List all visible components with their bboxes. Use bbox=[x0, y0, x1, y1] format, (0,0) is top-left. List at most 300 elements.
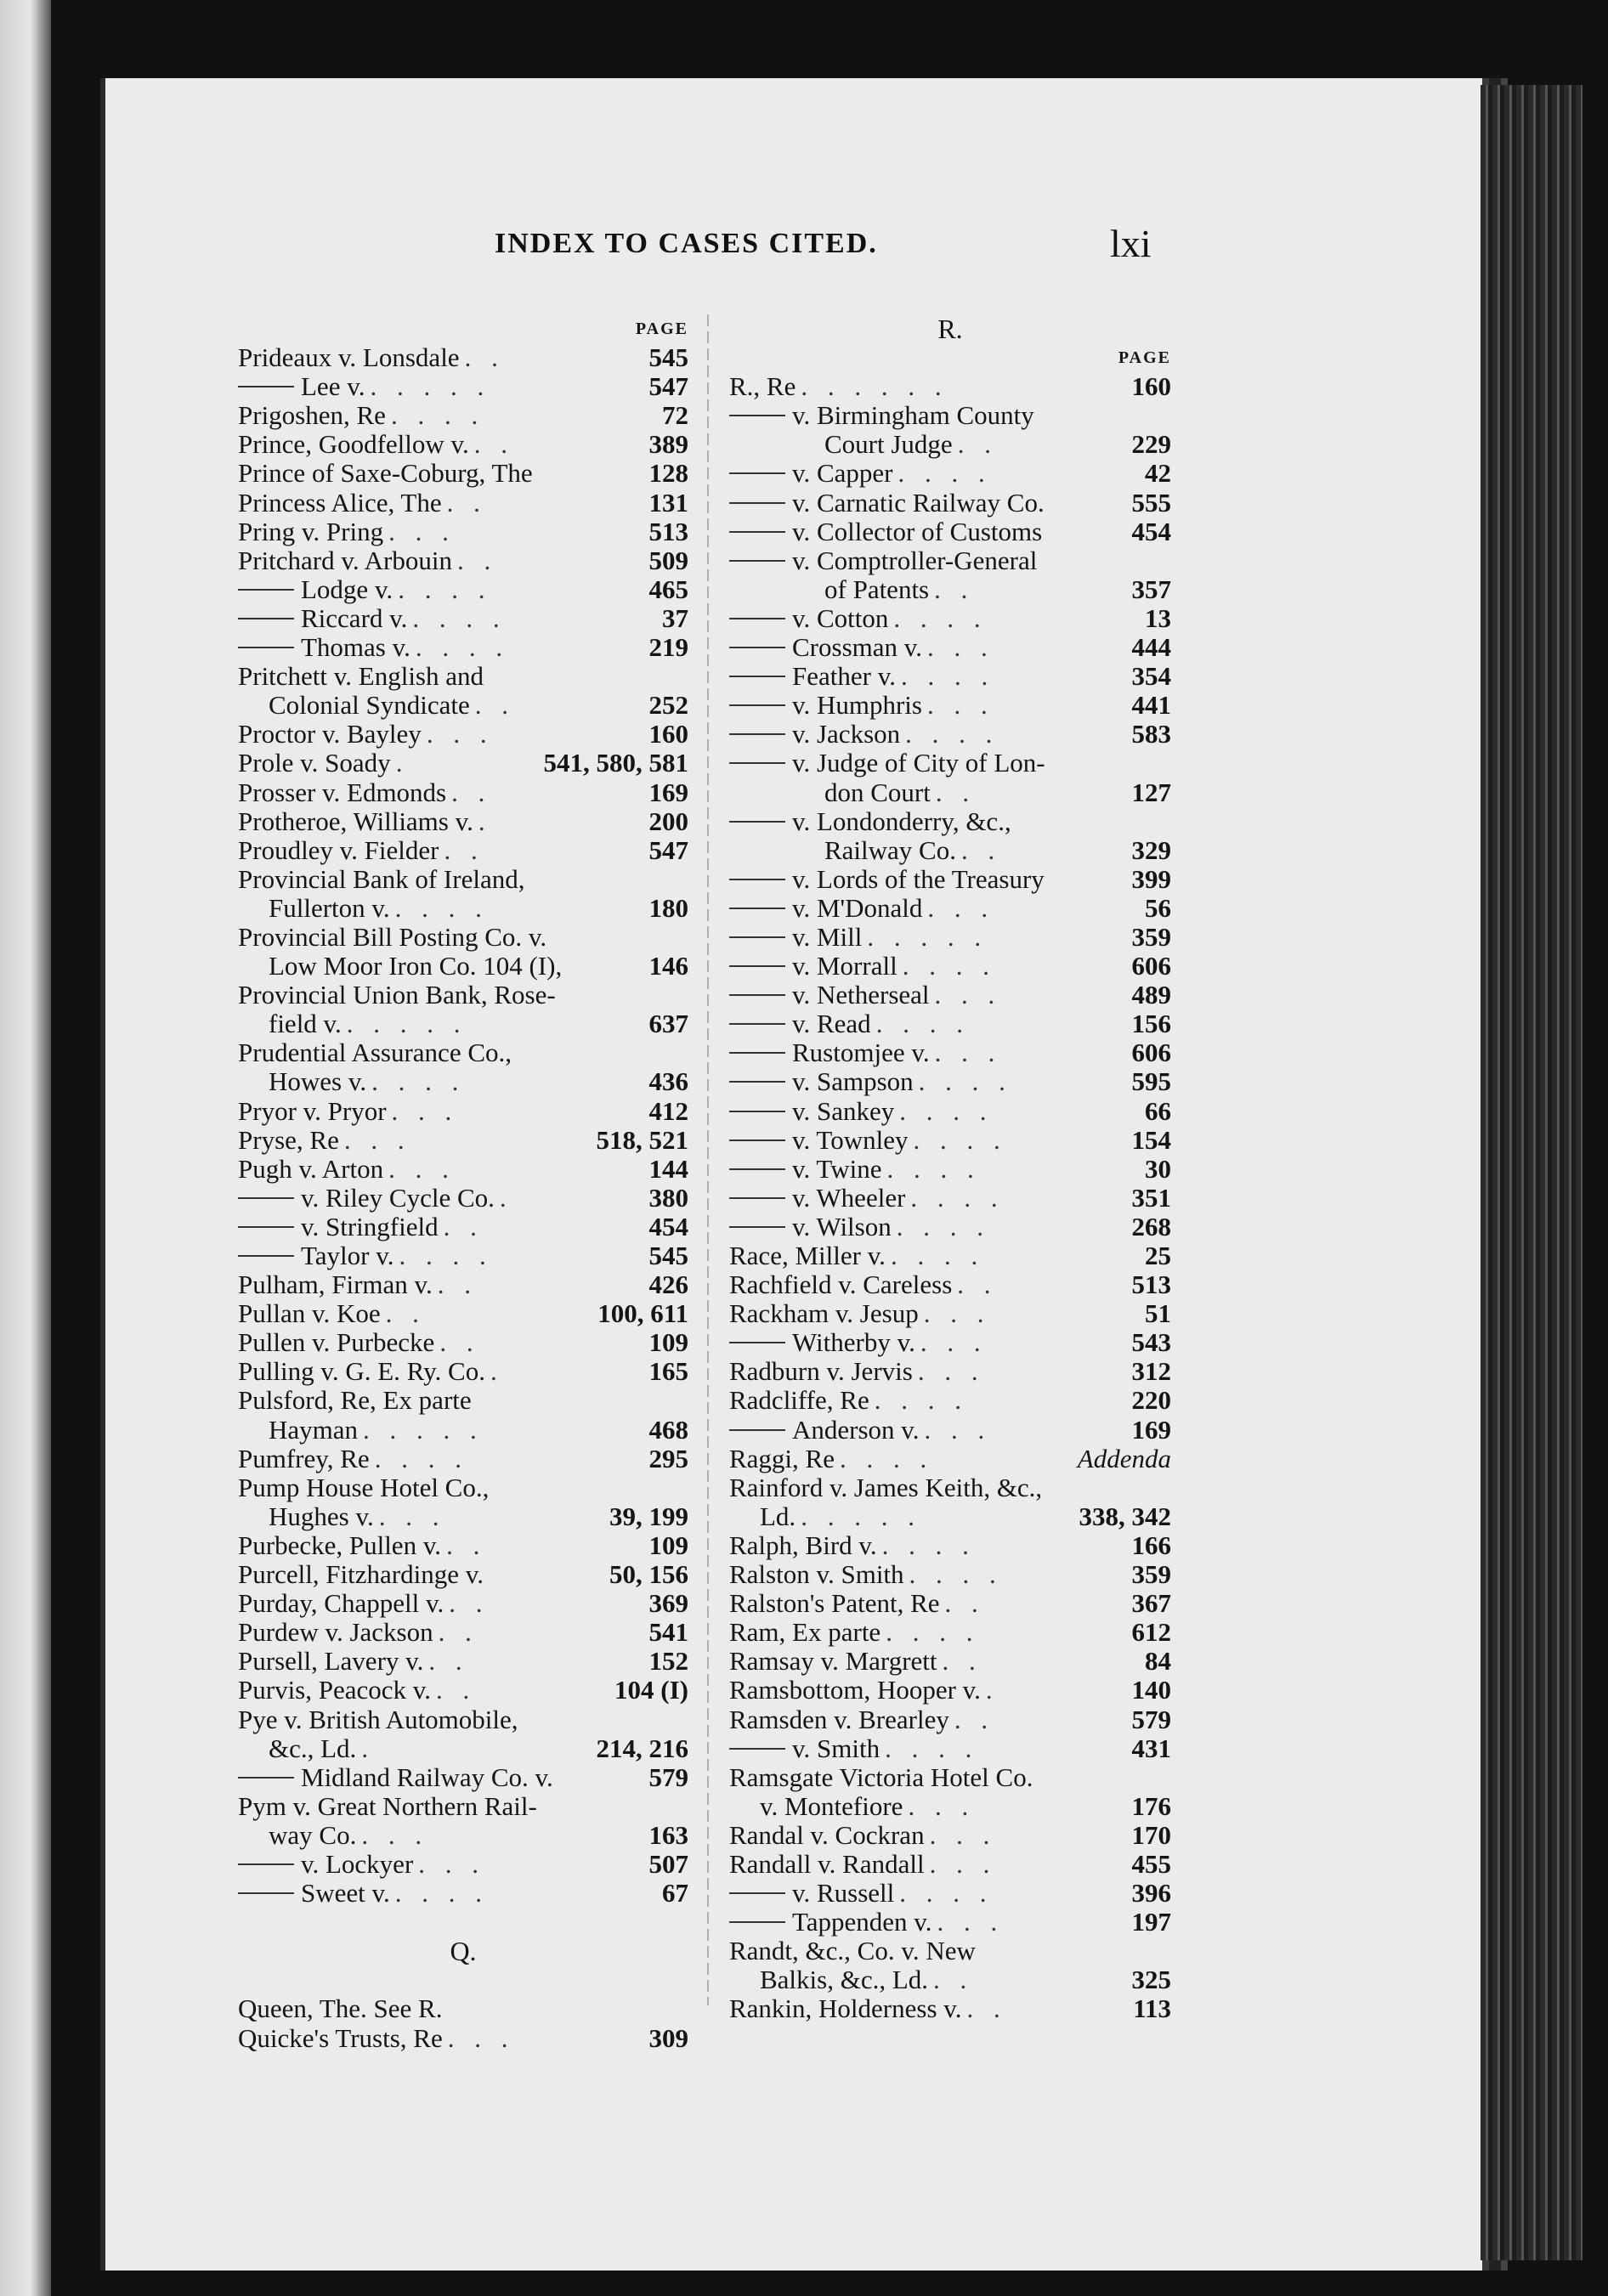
index-entry bbox=[238, 1270, 688, 1299]
dot-leader: . . bbox=[954, 1705, 995, 1734]
index-entry bbox=[729, 372, 1171, 401]
page-reference: 100, 611 bbox=[597, 1299, 688, 1329]
index-entry bbox=[729, 1241, 1171, 1270]
dot-leader: . . . . bbox=[900, 662, 995, 692]
index-subentry bbox=[729, 633, 1171, 662]
case-name: Raggi, Re bbox=[729, 1444, 835, 1473]
index-entry bbox=[238, 981, 688, 1009]
dot-leader: . . . . bbox=[374, 1444, 468, 1473]
page-reference: 25 bbox=[1145, 1241, 1171, 1270]
dot-leader: . . bbox=[957, 1270, 998, 1300]
dot-leader: . . . . bbox=[910, 1183, 1005, 1213]
dot-leader: . . . . bbox=[394, 893, 489, 923]
case-name: Balkis, &c., Ld. bbox=[760, 1965, 929, 1995]
dot-leader: . . bbox=[443, 1212, 484, 1241]
dot-leader: . . . . bbox=[371, 1067, 466, 1097]
case-name: Rackham v. Jesup bbox=[729, 1299, 919, 1329]
page-reference: 412 bbox=[648, 1096, 688, 1126]
page-reference: 436 bbox=[648, 1067, 688, 1097]
ditto-dash bbox=[729, 531, 785, 533]
dot-leader: . . . bbox=[934, 981, 1002, 1010]
dot-leader: . . bbox=[444, 835, 484, 865]
page-reference: 165 bbox=[648, 1357, 688, 1387]
case-name: Pulsford, Re, Ex parte bbox=[238, 1386, 472, 1416]
case-name: Ralston's Patent, Re bbox=[729, 1589, 940, 1619]
page-reference: 545 bbox=[648, 1241, 688, 1270]
index-entry bbox=[238, 1792, 688, 1821]
ditto-dash bbox=[729, 1921, 785, 1923]
page-reference: 214, 216 bbox=[596, 1733, 688, 1763]
case-name: Hayman bbox=[269, 1415, 359, 1445]
dot-leader: . . . . bbox=[874, 1386, 968, 1416]
index-subentry bbox=[729, 1067, 1171, 1096]
case-name: v. Collector of Customs bbox=[792, 517, 1043, 546]
dot-leader: . . . . bbox=[890, 1241, 985, 1270]
dot-leader: . . bbox=[446, 488, 487, 517]
page-reference: 160 bbox=[1131, 372, 1171, 402]
case-name: Prosser v. Edmonds bbox=[238, 778, 447, 807]
dot-leader: . bbox=[395, 749, 410, 778]
index-subentry bbox=[729, 1126, 1171, 1155]
case-name: Howes v. bbox=[269, 1067, 367, 1097]
index-entry bbox=[238, 778, 688, 807]
dot-leader: . . bbox=[944, 1589, 985, 1619]
page-reference: 219 bbox=[648, 633, 688, 663]
ditto-dash bbox=[238, 1197, 294, 1199]
case-name: Prince, Goodfellow v. bbox=[238, 430, 469, 460]
page-reference: 144 bbox=[648, 1154, 688, 1184]
index-subentry bbox=[238, 1850, 688, 1879]
page-reference: 399 bbox=[1131, 864, 1171, 894]
page-reference: 50, 156 bbox=[609, 1560, 688, 1590]
index-entry bbox=[238, 952, 688, 981]
page-reference: 109 bbox=[648, 1530, 688, 1560]
index-entry bbox=[238, 343, 688, 372]
page-reference: 431 bbox=[1131, 1733, 1171, 1763]
case-name: v. Carnatic Railway Co. bbox=[792, 488, 1045, 517]
page-reference: 595 bbox=[1131, 1067, 1171, 1097]
ditto-dash bbox=[729, 1342, 785, 1343]
ditto-dash bbox=[729, 647, 785, 648]
dot-leader: . bbox=[499, 1183, 513, 1213]
page-reference: 56 bbox=[1145, 893, 1171, 923]
dot-leader: . . . . . bbox=[363, 1415, 484, 1445]
dot-leader: . . . . bbox=[905, 720, 999, 749]
case-name: Low Moor Iron Co. 104 (I), bbox=[269, 952, 563, 981]
index-subentry bbox=[729, 749, 1171, 778]
index-entry bbox=[238, 401, 688, 430]
case-name: Crossman v. bbox=[792, 633, 922, 663]
page-reference: 42 bbox=[1145, 459, 1171, 489]
page-reference: 444 bbox=[1131, 633, 1171, 663]
page-reference: 513 bbox=[648, 517, 688, 546]
index-subentry bbox=[238, 1241, 688, 1270]
dot-leader: . . bbox=[438, 1618, 478, 1648]
page-reference: 351 bbox=[1131, 1183, 1171, 1213]
dot-leader: . . . bbox=[934, 1038, 1002, 1068]
index-entry bbox=[238, 1357, 688, 1386]
index-column-left bbox=[238, 314, 688, 2053]
ditto-dash bbox=[729, 1023, 785, 1025]
dot-leader: . . . . bbox=[840, 1444, 934, 1473]
index-entry bbox=[238, 1502, 688, 1531]
dot-leader: . . . . bbox=[899, 1096, 994, 1126]
case-name: Purday, Chappell v. bbox=[238, 1589, 444, 1619]
dot-leader: . . . bbox=[927, 893, 995, 923]
page-reference: 131 bbox=[648, 488, 688, 517]
page-reference: 72 bbox=[662, 401, 688, 431]
index-entry bbox=[238, 1097, 688, 1126]
dot-leader: . . . bbox=[378, 1501, 446, 1531]
case-name: v. Humphris bbox=[792, 691, 922, 721]
case-name: Pullan v. Koe bbox=[238, 1299, 381, 1329]
ditto-dash bbox=[238, 1226, 294, 1228]
page-reference: 426 bbox=[648, 1270, 688, 1300]
page-reference: 295 bbox=[648, 1444, 688, 1473]
index-entry bbox=[238, 546, 688, 575]
index-entry bbox=[238, 894, 688, 923]
page-reference: 329 bbox=[1131, 835, 1171, 865]
page-reference: 541 bbox=[648, 1618, 688, 1648]
case-name: Prole v. Soady bbox=[238, 749, 391, 778]
case-name: of Patents bbox=[824, 574, 930, 604]
index-subentry bbox=[729, 1416, 1171, 1445]
case-name: Prince of Saxe-Coburg, The bbox=[238, 459, 533, 489]
index-entry bbox=[238, 459, 688, 488]
index-entry bbox=[238, 662, 688, 691]
page-reference: 268 bbox=[1131, 1212, 1171, 1241]
case-name: Court Judge bbox=[824, 430, 953, 460]
dot-leader: . . bbox=[446, 1530, 487, 1560]
case-name: Ralph, Bird v. bbox=[729, 1530, 877, 1560]
dot-leader: . bbox=[478, 806, 492, 836]
column-divider bbox=[707, 314, 709, 2005]
dot-leader: . . bbox=[474, 691, 516, 721]
case-name: Taylor v. bbox=[301, 1241, 394, 1270]
ditto-dash bbox=[238, 589, 294, 591]
index-entry bbox=[238, 807, 688, 836]
ditto-dash bbox=[729, 1081, 785, 1083]
index-entry bbox=[238, 1155, 688, 1184]
index-subentry bbox=[238, 604, 688, 633]
case-name: v. Netherseal bbox=[792, 981, 930, 1010]
ditto-dash bbox=[729, 1168, 785, 1170]
case-name: Pryor v. Pryor bbox=[238, 1096, 387, 1126]
dot-leader: . bbox=[985, 1676, 999, 1705]
index-subentry bbox=[729, 720, 1171, 749]
index-entry bbox=[238, 489, 688, 517]
case-name: Rustomjee v. bbox=[792, 1038, 930, 1068]
page-column-header: PAGE bbox=[1118, 348, 1171, 368]
page-reference: 518, 521 bbox=[596, 1125, 688, 1155]
ditto-dash bbox=[238, 1255, 294, 1257]
case-name: v. Mill bbox=[792, 922, 863, 952]
case-name: Hughes v. bbox=[269, 1501, 374, 1531]
index-entry bbox=[729, 1994, 1171, 2023]
index-entry bbox=[238, 923, 688, 952]
case-name: Prigoshen, Re bbox=[238, 401, 386, 431]
page-reference: 454 bbox=[648, 1212, 688, 1241]
index-entry bbox=[729, 430, 1171, 459]
case-name: Provincial Bill Posting Co. v. bbox=[238, 922, 547, 952]
index-subentry bbox=[238, 633, 688, 662]
index-entry bbox=[238, 1445, 688, 1473]
ditto-dash bbox=[729, 1111, 785, 1112]
dot-leader: . . bbox=[961, 835, 1002, 865]
case-name: Proctor v. Bayley bbox=[238, 720, 422, 749]
case-name: Pursell, Lavery v. bbox=[238, 1647, 424, 1677]
dot-leader: . . . . bbox=[885, 1733, 979, 1763]
page-reference: 252 bbox=[648, 691, 688, 721]
page-reference: 507 bbox=[648, 1849, 688, 1879]
case-name: Pye v. British Automobile, bbox=[238, 1705, 518, 1734]
index-subentry bbox=[729, 1328, 1171, 1357]
case-name: v. Jackson bbox=[792, 720, 901, 749]
case-name: Race, Miller v. bbox=[729, 1241, 886, 1270]
index-entry bbox=[729, 1270, 1171, 1299]
case-name: Purbecke, Pullen v. bbox=[238, 1530, 442, 1560]
index-entry bbox=[729, 1792, 1171, 1821]
case-name: v. Capper bbox=[792, 459, 893, 489]
index-entry bbox=[729, 1473, 1171, 1502]
case-name: &c., Ld. bbox=[269, 1733, 357, 1763]
case-name: Randal v. Cockran bbox=[729, 1820, 925, 1850]
page-reference: 465 bbox=[648, 574, 688, 604]
index-entry bbox=[238, 1647, 688, 1676]
case-name: Witherby v. bbox=[792, 1328, 915, 1358]
dot-leader: . . bbox=[942, 1647, 982, 1677]
index-entry bbox=[729, 1850, 1171, 1879]
index-entry bbox=[238, 836, 688, 865]
case-name: v. Sampson bbox=[792, 1067, 914, 1097]
case-name: v. Comptroller-General bbox=[792, 546, 1038, 575]
ditto-dash bbox=[729, 1226, 785, 1228]
dot-leader: . . . bbox=[343, 1125, 411, 1155]
case-name: Pritchard v. Arbouin bbox=[238, 546, 452, 575]
case-name: v. Russell bbox=[792, 1879, 895, 1909]
page-reference: 367 bbox=[1131, 1589, 1171, 1619]
page-title: INDEX TO CASES CITED. bbox=[495, 228, 878, 259]
dot-leader: . . . . bbox=[415, 633, 510, 663]
dot-leader: . . . . bbox=[918, 1067, 1012, 1097]
page-reference: 579 bbox=[1131, 1705, 1171, 1734]
case-name: v. Montefiore bbox=[760, 1791, 903, 1821]
page-reference: 357 bbox=[1131, 574, 1171, 604]
page-reference: 338, 342 bbox=[1079, 1501, 1171, 1531]
index-entry bbox=[729, 1821, 1171, 1850]
dot-leader: . . . bbox=[908, 1791, 976, 1821]
page-reference: 113 bbox=[1133, 1994, 1171, 2024]
ditto-dash bbox=[729, 821, 785, 823]
page-reference: 369 bbox=[648, 1589, 688, 1619]
case-name: Ramsden v. Brearley bbox=[729, 1705, 949, 1734]
case-name: Feather v. bbox=[792, 662, 896, 692]
page-reference: 37 bbox=[662, 603, 688, 633]
index-subentry bbox=[729, 1734, 1171, 1763]
dot-leader: . . bbox=[428, 1647, 469, 1677]
index-entry bbox=[238, 865, 688, 894]
page-reference: 545 bbox=[648, 343, 688, 373]
ditto-dash bbox=[238, 1777, 294, 1779]
index-entry bbox=[238, 749, 688, 778]
dot-leader: . . . . bbox=[394, 1879, 489, 1909]
case-name: Pulham, Firman v. bbox=[238, 1270, 433, 1300]
case-name: Purdew v. Jackson bbox=[238, 1618, 433, 1648]
case-name: Pumfrey, Re bbox=[238, 1444, 370, 1473]
ditto-dash bbox=[729, 1052, 785, 1054]
case-name: don Court bbox=[824, 778, 931, 807]
index-subentry bbox=[238, 1213, 688, 1241]
page-reference: 637 bbox=[648, 1009, 688, 1039]
dot-leader: . . . . bbox=[875, 1009, 970, 1039]
dot-leader: . . . . bbox=[881, 1530, 976, 1560]
case-name: Pulling v. G. E. Ry. Co. bbox=[238, 1357, 485, 1387]
dot-leader: . . . . bbox=[886, 1618, 980, 1648]
case-name: v. Lords of the Treasury bbox=[792, 864, 1045, 894]
index-entry bbox=[238, 1589, 688, 1618]
ditto-dash bbox=[729, 472, 785, 474]
dot-leader: . . . . bbox=[896, 1212, 990, 1241]
dot-leader: . . . . bbox=[899, 1879, 994, 1909]
page-reference: 104 (I) bbox=[614, 1676, 688, 1705]
index-entry bbox=[729, 1763, 1171, 1792]
case-name: Rankin, Holderness v. bbox=[729, 1994, 962, 2024]
page-reference: 441 bbox=[1131, 691, 1171, 721]
case-name: v. Cotton bbox=[792, 603, 889, 633]
index-entry bbox=[238, 517, 688, 546]
case-name: R., Re bbox=[729, 372, 796, 402]
adjacent-page-edge bbox=[0, 0, 51, 2296]
page-reference: 13 bbox=[1145, 603, 1171, 633]
ditto-dash bbox=[729, 676, 785, 677]
index-entry bbox=[729, 1937, 1171, 1965]
case-name: Pring v. Pring bbox=[238, 517, 384, 546]
case-name: v. Wheeler bbox=[792, 1183, 906, 1213]
index-entry bbox=[238, 1994, 688, 2023]
case-name: Purcell, Fitzhardinge v. bbox=[238, 1560, 484, 1590]
index-subentry bbox=[729, 1213, 1171, 1241]
dot-leader: . . . . . . bbox=[801, 372, 948, 402]
case-name: Pullen v. Purbecke bbox=[238, 1328, 435, 1358]
dot-leader: . . bbox=[451, 778, 492, 807]
case-name: Ramsay v. Margrett bbox=[729, 1647, 937, 1677]
index-subentry bbox=[729, 1184, 1171, 1213]
case-name: Quicke's Trusts, Re bbox=[238, 2023, 443, 2053]
page-reference: 606 bbox=[1131, 1038, 1171, 1068]
index-subentry bbox=[729, 517, 1171, 546]
ditto-dash bbox=[238, 386, 294, 387]
page-reference: 555 bbox=[1131, 488, 1171, 517]
index-subentry bbox=[238, 1879, 688, 1908]
page-reference: 128 bbox=[648, 459, 688, 489]
case-name: Pym v. Great Northern Rail- bbox=[238, 1791, 537, 1821]
index-subentry bbox=[729, 1009, 1171, 1038]
dot-leader: . . . . bbox=[893, 603, 988, 633]
page-reference: 380 bbox=[648, 1183, 688, 1213]
page-reference: 396 bbox=[1131, 1879, 1171, 1909]
page-reference: 468 bbox=[648, 1415, 688, 1445]
case-name: Ram, Ex parte bbox=[729, 1618, 881, 1648]
index-subentry bbox=[729, 489, 1171, 517]
case-name: Randt, &c., Co. v. New bbox=[729, 1937, 976, 1966]
dot-leader: . . bbox=[385, 1299, 426, 1329]
dot-leader: . . . bbox=[361, 1820, 429, 1850]
page-reference: 84 bbox=[1145, 1647, 1171, 1677]
dot-leader: . bbox=[361, 1733, 376, 1763]
page-reference: 547 bbox=[648, 835, 688, 865]
page-reference: 229 bbox=[1131, 430, 1171, 460]
page-reference: 180 bbox=[648, 893, 688, 923]
page-column-header: PAGE bbox=[635, 320, 688, 338]
index-entry bbox=[238, 1299, 688, 1328]
page-reference: 606 bbox=[1131, 952, 1171, 981]
index-subentry bbox=[729, 981, 1171, 1009]
page-reference: 170 bbox=[1131, 1820, 1171, 1850]
index-entry bbox=[729, 1531, 1171, 1560]
case-name: Railway Co. bbox=[824, 835, 956, 865]
dot-leader: . . . bbox=[927, 633, 994, 663]
case-name: Proudley v. Fielder bbox=[238, 835, 439, 865]
page-reference: 312 bbox=[1131, 1357, 1171, 1387]
page-reference: 579 bbox=[648, 1762, 688, 1792]
index-entry bbox=[238, 720, 688, 749]
page-reference: 509 bbox=[648, 546, 688, 575]
page-reference: 51 bbox=[1145, 1299, 1171, 1329]
dot-leader: . . . bbox=[388, 517, 456, 546]
dot-leader: . . . bbox=[929, 1849, 997, 1879]
spacer bbox=[238, 1965, 688, 1994]
case-name: Provincial Union Bank, Rose- bbox=[238, 981, 556, 1010]
dot-leader: . . . . . bbox=[801, 1501, 921, 1531]
case-name: Ralston v. Smith bbox=[729, 1560, 904, 1590]
ditto-dash bbox=[729, 1429, 785, 1431]
index-subentry bbox=[729, 1038, 1171, 1067]
ditto-dash bbox=[729, 994, 785, 996]
case-name: Riccard v. bbox=[301, 603, 408, 633]
page-reference: 359 bbox=[1131, 922, 1171, 952]
page-reference: 513 bbox=[1131, 1270, 1171, 1300]
case-name: v. Judge of City of Lon- bbox=[792, 749, 1045, 778]
page-reference: 109 bbox=[648, 1328, 688, 1358]
index-entry bbox=[238, 1705, 688, 1734]
index-entry bbox=[729, 1299, 1171, 1328]
index-entry bbox=[238, 1531, 688, 1560]
case-name: Pump House Hotel Co., bbox=[238, 1473, 490, 1502]
index-subentry bbox=[729, 1155, 1171, 1184]
page-reference: 454 bbox=[1131, 517, 1171, 546]
index-subentry bbox=[729, 691, 1171, 720]
index-entry bbox=[729, 1676, 1171, 1705]
index-entry bbox=[238, 1416, 688, 1445]
dot-leader: . . bbox=[935, 778, 977, 807]
index-subentry bbox=[729, 952, 1171, 981]
ditto-dash bbox=[729, 733, 785, 735]
ditto-dash bbox=[729, 502, 785, 504]
ditto-dash bbox=[729, 560, 785, 562]
index-subentry bbox=[729, 401, 1171, 430]
dot-leader: . . . . bbox=[897, 459, 992, 489]
dot-leader: . . . bbox=[426, 720, 494, 749]
index-entry bbox=[729, 1502, 1171, 1531]
case-name: Protheroe, Williams v. bbox=[238, 806, 473, 836]
index-entry bbox=[238, 1038, 688, 1067]
case-name: v. M'Donald bbox=[792, 893, 923, 923]
page-stack-edges bbox=[1481, 85, 1583, 2260]
case-name: Pryse, Re bbox=[238, 1125, 339, 1155]
page-reference: 547 bbox=[648, 372, 688, 402]
index-entry bbox=[729, 1647, 1171, 1676]
case-name: Lee v. bbox=[301, 372, 365, 402]
